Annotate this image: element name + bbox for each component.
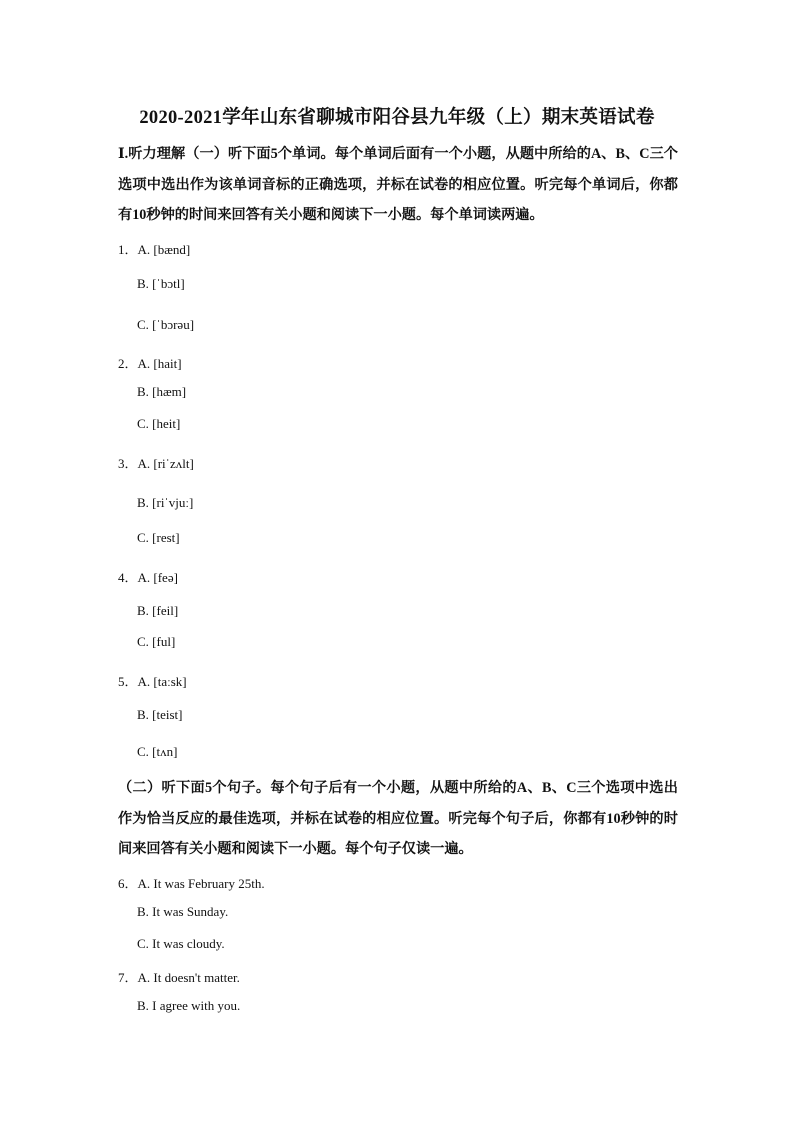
q1-option-c: C. [ˈbɔrəu] (137, 317, 195, 332)
q1-option-b: B. [ˈbɔtl] (137, 276, 185, 291)
q3-option-c: C. [rest] (137, 530, 180, 545)
section2-instructions: （二）听下面5个句子。每个句子后有一个小题，从题中所给的A、B、C三个选项中选出作为恰当反应的最佳选项，并标在试卷的相应位置。听完每个句子后，你都有10秒钟的时间来回答有关小题和阅读下一小题。每个句子仅读一遍。 (118, 780, 678, 857)
q4-option-c: C. [ful] (137, 634, 176, 649)
q2-option-c: C. [heit] (137, 416, 181, 431)
q5-option-a: 5．A. [taːsk] (118, 674, 187, 689)
q1-option-a: 1．A. [bænd] (118, 242, 191, 257)
q7-option-a: 7．A. It doesn't matter. (118, 970, 240, 985)
section1-instructions: Ⅰ.听力理解（一）听下面5个单词。每个单词后面有一个小题，从题中所给的A、B、C三个选项中选出作为该单词音标的正确选项，并标在试卷的相应位置。听完每个单词后，你都有10秒钟的时间来回答有关小题和阅读下一小题。每个单词读两遍。 (118, 146, 678, 223)
exam-title: 2020-2021学年山东省聊城市阳谷县九年级（上）期末英语试卷 (139, 108, 655, 128)
q4-option-a: 4．A. [feə] (118, 570, 178, 585)
q2-option-a: 2．A. [hait] (118, 356, 182, 371)
q5-option-b: B. [teist] (137, 707, 183, 722)
q6-option-a: 6．A. It was February 25th. (118, 876, 265, 891)
q3-option-a: 3．A. [riˈzʌlt] (118, 456, 194, 471)
q6-option-c: C. It was cloudy. (137, 936, 225, 951)
q3-option-b: B. [riˈvjuː] (137, 495, 194, 510)
q2-option-b: B. [hæm] (137, 384, 187, 399)
q6-option-b: B. It was Sunday. (137, 904, 229, 919)
q5-option-c: C. [tʌn] (137, 744, 178, 759)
q4-option-b: B. [feil] (137, 603, 179, 618)
q7-option-b: B. I agree with you. (137, 998, 241, 1013)
